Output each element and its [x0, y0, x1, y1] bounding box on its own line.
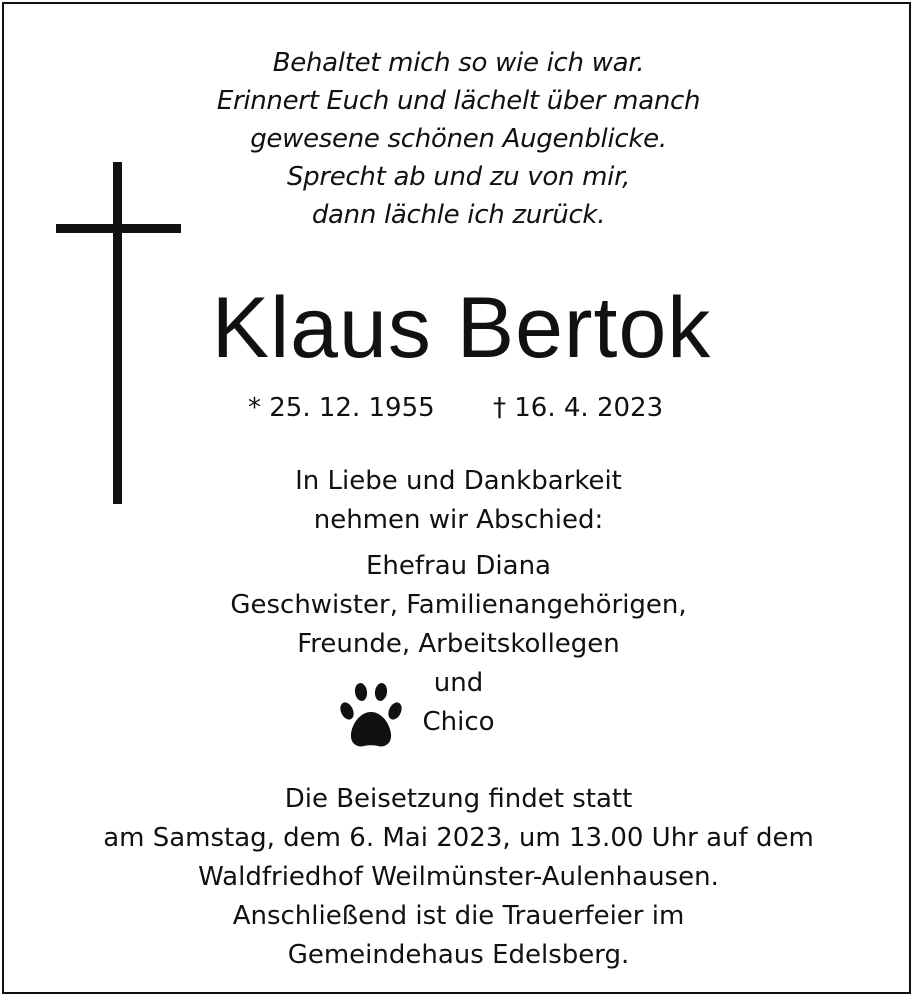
mourner-line: Chico [422, 707, 495, 737]
burial-line: Anschließend ist die Trauerfeier im [232, 901, 685, 931]
burial-line: am Samstag, dem 6. Mai 2023, um 13.00 Uhr auf dem [103, 823, 814, 853]
burial-line: Gemeindehaus Edelsberg. [287, 940, 630, 970]
mourner-line: Ehefrau Diana [365, 551, 551, 581]
poem-line: Behaltet mich so wie ich war. [272, 48, 645, 78]
poem-line: Sprecht ab und zu von mir, [286, 162, 631, 192]
mourner-line: Geschwister, Familienangehörigen, [230, 590, 687, 620]
cross-horizontal-bar [56, 224, 181, 233]
burial-line: Waldfriedhof Weilmünster-Aulenhausen. [198, 862, 719, 892]
burial-info [0, 780, 917, 975]
poem-line: Erinnert Euch und lächelt über manch [216, 86, 701, 116]
farewell-line: In Liebe und Dankbarkeit [295, 466, 622, 496]
farewell-text [0, 462, 917, 540]
mourner-line: und [433, 668, 484, 698]
life-dates [0, 388, 917, 428]
poem-line: gewesene schönen Augenblicke. [250, 124, 667, 154]
poem-line: dann lächle ich zurück. [311, 200, 606, 230]
mourners-list [0, 547, 917, 742]
death-date: † 16. 4. 2023 [493, 393, 664, 423]
mourner-line: Freunde, Arbeitskollegen [297, 629, 620, 659]
burial-line: Die Beisetzung findet statt [284, 784, 633, 814]
paw-icon [340, 680, 402, 750]
deceased-name: Klaus Bertok [211, 280, 712, 376]
farewell-line: nehmen wir Abschied: [313, 505, 604, 535]
birth-date: * 25. 12. 1955 [248, 393, 435, 423]
